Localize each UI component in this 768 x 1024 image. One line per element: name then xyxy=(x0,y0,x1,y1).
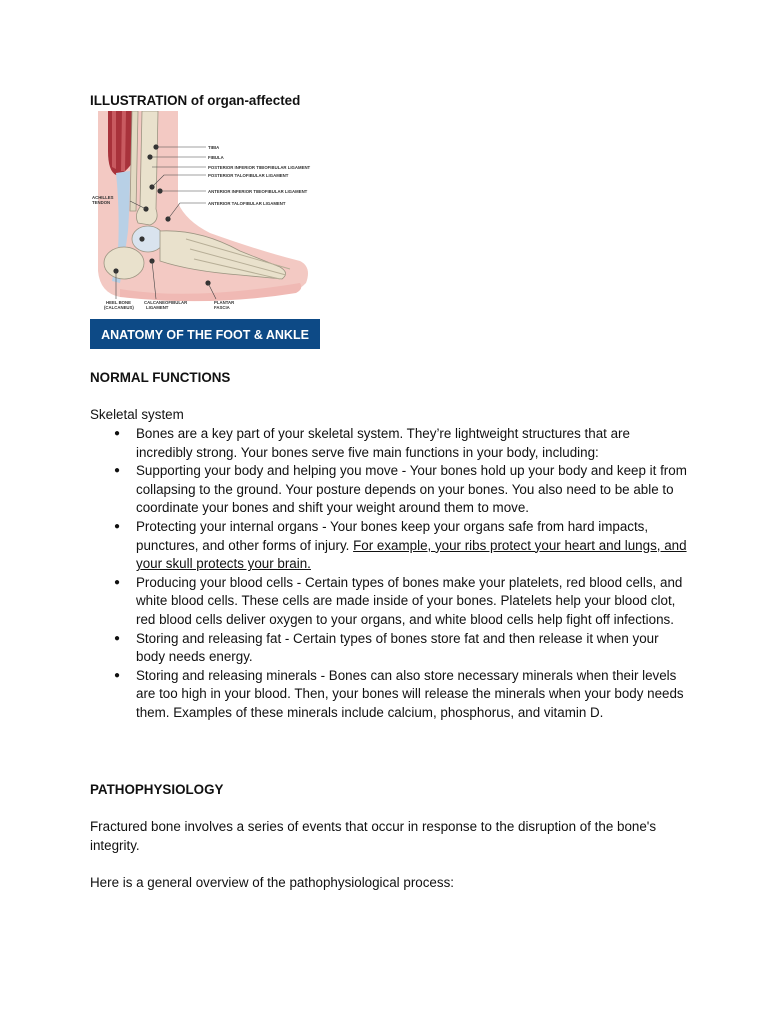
label-plantar-2: FASCIA xyxy=(214,305,230,310)
list-item-text: Storing and releasing minerals - Bones can also store necessary minerals when their levels are too high in your blood. Then, your bones will release the minerals when your body needs them. Examples of these minerals include calcium, phosphorus, and vitamin D. xyxy=(136,667,684,720)
skeletal-system-label: Skeletal system xyxy=(90,407,184,422)
normal-functions-heading: NORMAL FUNCTIONS xyxy=(90,370,231,385)
normal-functions-list xyxy=(90,425,690,723)
label-posterior-talofibular: POSTERIOR TALOFIBULAR LIGAMENT xyxy=(208,173,289,178)
label-calcaneofibular-1: CALCANEOFIBULAR xyxy=(144,300,188,305)
label-heel-2: (CALCANEUS) xyxy=(104,305,134,310)
label-plantar-1: PLANTAR xyxy=(214,300,235,305)
label-anterior-inferior-tibiofibular: ANTERIOR INFERIOR TIBIOFIBULAR LIGAMENT xyxy=(208,189,308,194)
figure-banner-text: ANATOMY OF THE FOOT & ANKLE xyxy=(101,328,309,342)
list-item: ● Protecting your internal organs - Your bones keep your organs safe from hard impacts, punctures, and other forms of injury. For example, your ribs protect your heart and lungs, and your skull protects your brain. xyxy=(114,518,687,572)
label-achilles-1: ACHILLES xyxy=(92,195,114,200)
label-calcaneofibular-2: LIGAMENT xyxy=(146,305,169,310)
label-heel-1: HEEL BONE xyxy=(106,300,131,305)
pathophysiology-heading: PATHOPHYSIOLOGY xyxy=(90,782,224,797)
pathophysiology-paragraph-2: Here is a general overview of the pathophysiological process: xyxy=(90,875,454,890)
label-fibula: FIBULA xyxy=(208,155,224,160)
illustration-heading: ILLUSTRATION of organ-affected xyxy=(90,93,301,108)
list-item: ● Producing your blood cells - Certain types of bones make your platelets, red blood cells, and white blood cells. These cells are made inside of your bones. Platelets help your blood clot, red blood cells deliver oxygen to your organs, and white blood cells help fight off infections. xyxy=(114,574,683,627)
list-item-text: Producing your blood cells - Certain types of bones make your platelets, red blood cells, and white blood cells. These cells are made inside of your bones. Platelets help your blood clot, red blood cells deliver oxygen to your organs, and white blood cells help fight off infections. xyxy=(136,574,683,627)
list-item: ● Storing and releasing fat - Certain types of bones store fat and then release it when your body needs energy. xyxy=(114,630,659,665)
underlined-example-text: For example, your ribs protect your heart and lungs, and your skull protects your brain. xyxy=(136,537,687,572)
label-anterior-talofibular: ANTERIOR TALOFIBULAR LIGAMENT xyxy=(208,201,286,206)
list-item: ● Storing and releasing minerals - Bones can also store necessary minerals when their levels are too high in your blood. Then, your bones will release the minerals when your body needs them. Examples of these minerals include calcium, phosphorus, and vitamin D. xyxy=(114,667,684,720)
label-posterior-inferior-tibiofibular: POSTERIOR INFERIOR TIBIOFIBULAR LIGAMENT xyxy=(208,165,311,170)
label-achilles-2: TENDON xyxy=(92,200,111,205)
label-tibia: TIBIA xyxy=(208,145,220,150)
list-item-text: Storing and releasing fat - Certain types of bones store fat and then release it when your body needs energy. xyxy=(136,630,659,665)
list-item-text: Bones are a key part of your skeletal system. They’re lightweight structures that are incredibly strong. Your bones serve five main functions in your body, including: xyxy=(136,426,630,460)
foot-ankle-anatomy-illustration xyxy=(90,111,320,349)
list-item-text: Protecting your internal organs - Your bones keep your organs safe from hard impacts, punctures, and other forms of injury. xyxy=(136,518,649,553)
list-item-text: Supporting your body and helping you move - Your bones hold up your body and keep it from collapsing to the ground. Your posture depends on your bones. You also need to be able to coordinate your bones and shift your weight around them to move. xyxy=(136,463,687,516)
list-item: ● Bones are a key part of your skeletal system. They’re lightweight structures that are incredibly strong. Your bones serve five main functions in your body, including: xyxy=(114,426,630,460)
list-item: ● Supporting your body and helping you move - Your bones hold up your body and keep it from collapsing to the ground. Your posture depends on your bones. You also need to be able to coordinate your bones and shift your weight around them to move. xyxy=(114,463,687,516)
pathophysiology-paragraph-1: Fractured bone involves a series of events that occur in response to the disruption of the bone's integrity. xyxy=(90,819,657,853)
